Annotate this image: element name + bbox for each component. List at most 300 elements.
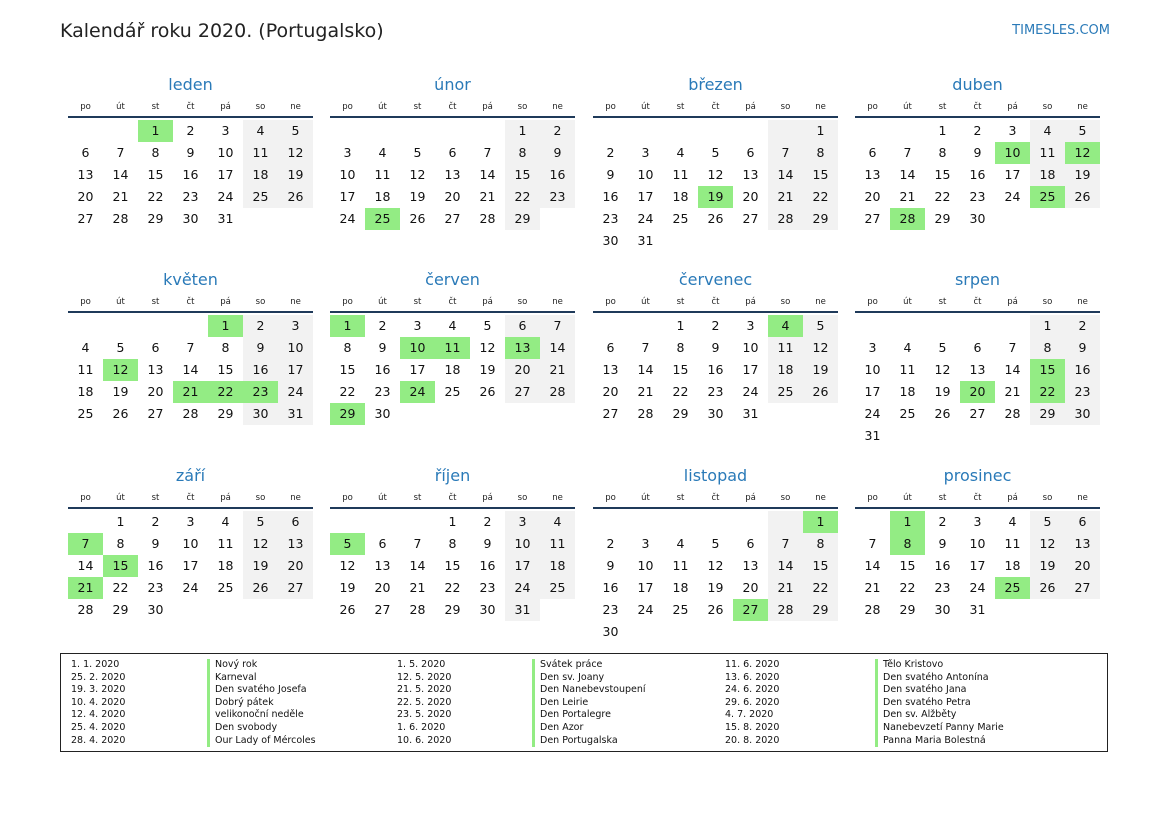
weekday-label: pá xyxy=(1007,297,1018,307)
day-cell: 13 xyxy=(444,167,461,182)
day-cell: 3 xyxy=(641,536,650,551)
weekday-label: pá xyxy=(482,493,493,503)
weekday-label: st xyxy=(413,493,422,503)
month-únor xyxy=(330,74,575,230)
day-cell: 22 xyxy=(147,189,164,204)
day-cell: 10 xyxy=(505,533,540,555)
day-cell: 20 xyxy=(602,384,619,399)
page-title: Kalendář roku 2020. (Portugalsko) xyxy=(60,20,384,42)
day-cell: 11 xyxy=(899,362,916,377)
day-cell: 16 xyxy=(602,189,619,204)
weekday-label: po xyxy=(342,493,353,503)
weekday-label: so xyxy=(780,102,791,112)
day-cell: 21 xyxy=(899,189,916,204)
day-cell-empty xyxy=(960,315,995,337)
day-cell: 6 xyxy=(278,511,313,533)
legend-holiday-name: Den svatého Antonína xyxy=(875,672,1004,685)
legend-date: 25. 4. 2020 xyxy=(71,721,126,733)
day-cell: 27 xyxy=(374,602,391,617)
day-cell: 5 xyxy=(803,315,838,337)
day-cell-empty xyxy=(593,511,628,533)
day-cell: 26 xyxy=(409,211,426,226)
weekday-label: út xyxy=(641,493,650,503)
day-cell: 3 xyxy=(868,340,877,355)
day-cell: 27 xyxy=(77,211,94,226)
legend-date: 11. 6. 2020 xyxy=(725,659,780,670)
day-cell: 25 xyxy=(672,211,689,226)
weekday-label: po xyxy=(80,493,91,503)
weekday-header xyxy=(855,96,1100,118)
day-cell: 9 xyxy=(483,536,492,551)
day-cell: 7 xyxy=(641,340,650,355)
day-cell: 27 xyxy=(1065,577,1100,599)
day-cell: 3 xyxy=(413,318,422,333)
day-cell: 29 xyxy=(803,208,838,230)
day-cell-empty xyxy=(855,120,890,142)
day-cell: 17 xyxy=(864,384,881,399)
weekday-label: pá xyxy=(220,297,231,307)
day-grid xyxy=(855,509,1100,621)
month-name: srpen xyxy=(954,270,1001,289)
day-cell: 25 xyxy=(243,186,278,208)
day-cell: 6 xyxy=(746,145,755,160)
legend-holiday-name: Den svatého Josefa xyxy=(207,684,316,697)
day-cell: 1 xyxy=(938,123,947,138)
day-cell: 31 xyxy=(969,602,986,617)
day-cell: 5 xyxy=(711,536,720,551)
day-cell: 1 xyxy=(116,514,125,529)
day-cell-empty xyxy=(103,120,138,142)
day-cell: 24 xyxy=(742,384,759,399)
weekday-label: út xyxy=(116,493,125,503)
day-cell: 30 xyxy=(707,406,724,421)
day-cell: 13 xyxy=(742,167,759,182)
day-grid xyxy=(68,509,313,621)
day-cell: 29 xyxy=(444,602,461,617)
day-cell: 18 xyxy=(899,384,916,399)
day-cell: 25 xyxy=(540,577,575,599)
day-cell: 5 xyxy=(1065,120,1100,142)
day-cell: 26 xyxy=(339,602,356,617)
day-cell: 30 xyxy=(1065,403,1100,425)
day-cell: 5 xyxy=(483,318,492,333)
day-cell: 14 xyxy=(768,164,803,186)
day-cell: 31 xyxy=(864,428,881,443)
day-grid xyxy=(593,509,838,643)
day-cell: 28 xyxy=(768,599,803,621)
month-červenec xyxy=(593,269,838,425)
day-cell: 15 xyxy=(934,167,951,182)
legend-date: 21. 5. 2020 xyxy=(397,684,452,696)
day-cell: 8 xyxy=(151,145,160,160)
weekday-label: pá xyxy=(482,102,493,112)
day-cell: 25 xyxy=(217,580,234,595)
holiday-legend xyxy=(60,653,1108,752)
day-cell: 27 xyxy=(969,406,986,421)
day-cell: 6 xyxy=(448,145,457,160)
day-cell-empty xyxy=(103,315,138,337)
day-cell: 26 xyxy=(934,406,951,421)
day-cell-empty xyxy=(995,315,1030,337)
day-cell-holiday: 10 xyxy=(400,337,435,359)
legend-date: 19. 3. 2020 xyxy=(71,684,126,696)
weekday-label: ne xyxy=(290,102,301,112)
day-cell: 18 xyxy=(672,189,689,204)
day-cell: 12 xyxy=(707,167,724,182)
weekday-label: so xyxy=(1042,493,1053,503)
day-cell: 19 xyxy=(1065,164,1100,186)
day-cell: 31 xyxy=(637,233,654,248)
day-cell: 11 xyxy=(672,167,689,182)
weekday-label: čt xyxy=(186,102,195,112)
day-cell: 20 xyxy=(374,580,391,595)
weekday-label: pá xyxy=(1007,493,1018,503)
day-cell: 17 xyxy=(339,189,356,204)
day-cell-empty xyxy=(698,120,733,142)
day-cell: 15 xyxy=(672,362,689,377)
day-cell-empty xyxy=(68,120,103,142)
day-cell-empty xyxy=(855,511,890,533)
legend-holiday-name: Den Azor xyxy=(532,722,646,735)
weekday-label: st xyxy=(413,102,422,112)
day-cell: 21 xyxy=(864,580,881,595)
day-cell: 27 xyxy=(505,381,540,403)
weekday-label: po xyxy=(80,297,91,307)
day-grid xyxy=(68,313,313,425)
legend-date: 22. 5. 2020 xyxy=(397,696,452,708)
day-cell: 12 xyxy=(339,558,356,573)
day-cell: 26 xyxy=(803,381,838,403)
day-cell: 6 xyxy=(505,315,540,337)
day-cell: 26 xyxy=(707,602,724,617)
day-cell: 2 xyxy=(973,123,982,138)
day-cell: 14 xyxy=(409,558,426,573)
legend-holiday-name: Panna Maria Bolestná xyxy=(875,735,1004,748)
day-cell: 26 xyxy=(112,406,129,421)
weekday-label: ne xyxy=(815,297,826,307)
month-name: duben xyxy=(952,75,1003,94)
day-cell: 20 xyxy=(444,189,461,204)
day-cell: 14 xyxy=(768,555,803,577)
day-cell-holiday: 11 xyxy=(435,337,470,359)
day-cell: 17 xyxy=(1004,167,1021,182)
day-cell: 12 xyxy=(1030,533,1065,555)
day-cell: 29 xyxy=(505,208,540,230)
month-name: červen xyxy=(425,270,480,289)
day-cell: 11 xyxy=(243,142,278,164)
weekday-label: pá xyxy=(745,493,756,503)
day-cell: 15 xyxy=(339,362,356,377)
month-listopad xyxy=(593,465,838,643)
legend-holiday-name: velikonoční neděle xyxy=(207,709,316,722)
day-cell: 25 xyxy=(444,384,461,399)
day-cell: 24 xyxy=(339,211,356,226)
day-cell: 16 xyxy=(934,558,951,573)
day-cell: 27 xyxy=(278,577,313,599)
day-cell: 18 xyxy=(540,555,575,577)
day-cell: 2 xyxy=(151,514,160,529)
weekday-label: pá xyxy=(1007,102,1018,112)
day-cell: 12 xyxy=(409,167,426,182)
legend-holiday-name: Nanebevzetí Panny Marie xyxy=(875,722,1004,735)
day-cell: 16 xyxy=(479,558,496,573)
legend-holiday-name: Den Nanebevstoupení xyxy=(532,684,646,697)
day-cell: 2 xyxy=(1065,315,1100,337)
day-cell: 11 xyxy=(1030,142,1065,164)
legend-dates-col-2 xyxy=(397,659,451,747)
day-cell: 30 xyxy=(602,624,619,639)
day-cell: 9 xyxy=(606,167,615,182)
weekday-label: so xyxy=(780,297,791,307)
weekday-label: st xyxy=(413,297,422,307)
day-cell: 20 xyxy=(1065,555,1100,577)
day-cell: 7 xyxy=(903,145,912,160)
day-cell: 20 xyxy=(742,580,759,595)
day-cell-holiday: 7 xyxy=(68,533,103,555)
day-cell: 27 xyxy=(864,211,881,226)
legend-holiday-name: Den svatého Petra xyxy=(875,697,1004,710)
day-cell: 9 xyxy=(606,558,615,573)
day-cell: 22 xyxy=(672,384,689,399)
day-cell: 7 xyxy=(1008,340,1017,355)
day-cell: 16 xyxy=(1065,359,1100,381)
day-cell-holiday: 15 xyxy=(103,555,138,577)
legend-holiday-name: Dobrý pátek xyxy=(207,697,316,710)
day-cell: 22 xyxy=(803,577,838,599)
legend-names-col-2 xyxy=(532,659,646,747)
day-cell: 14 xyxy=(899,167,916,182)
weekday-label: ne xyxy=(815,102,826,112)
legend-date: 12. 5. 2020 xyxy=(397,671,452,683)
day-cell-holiday: 12 xyxy=(1065,142,1100,164)
day-cell: 11 xyxy=(540,533,575,555)
day-cell: 1 xyxy=(676,318,685,333)
day-cell: 4 xyxy=(540,511,575,533)
weekday-label: so xyxy=(255,297,266,307)
weekday-label: čt xyxy=(711,493,720,503)
day-cell: 9 xyxy=(186,145,195,160)
day-cell-holiday: 22 xyxy=(208,381,243,403)
day-cell-empty xyxy=(365,511,400,533)
day-cell: 12 xyxy=(707,558,724,573)
day-cell-holiday: 25 xyxy=(995,577,1030,599)
day-cell: 5 xyxy=(1030,511,1065,533)
day-cell: 15 xyxy=(217,362,234,377)
day-cell: 15 xyxy=(803,164,838,186)
day-cell: 23 xyxy=(934,580,951,595)
day-cell: 2 xyxy=(378,318,387,333)
day-cell: 15 xyxy=(899,558,916,573)
day-cell: 6 xyxy=(151,340,160,355)
day-cell-empty xyxy=(855,315,890,337)
day-cell: 6 xyxy=(868,145,877,160)
day-cell-holiday: 12 xyxy=(103,359,138,381)
day-cell: 9 xyxy=(1065,337,1100,359)
day-cell: 2 xyxy=(483,514,492,529)
day-cell: 17 xyxy=(409,362,426,377)
weekday-header xyxy=(330,487,575,509)
day-cell-holiday: 25 xyxy=(365,208,400,230)
day-cell: 28 xyxy=(479,211,496,226)
day-cell: 20 xyxy=(278,555,313,577)
day-cell: 11 xyxy=(374,167,391,182)
month-září xyxy=(68,465,313,621)
weekday-label: po xyxy=(605,297,616,307)
day-cell: 29 xyxy=(934,211,951,226)
day-cell: 14 xyxy=(540,337,575,359)
day-cell: 22 xyxy=(899,580,916,595)
day-cell: 20 xyxy=(77,189,94,204)
legend-date: 10. 6. 2020 xyxy=(397,734,452,746)
day-cell: 18 xyxy=(672,580,689,595)
day-cell: 2 xyxy=(186,123,195,138)
day-cell: 3 xyxy=(278,315,313,337)
day-cell: 5 xyxy=(278,120,313,142)
day-cell: 26 xyxy=(278,186,313,208)
weekday-label: čt xyxy=(973,297,982,307)
day-cell: 7 xyxy=(116,145,125,160)
day-cell: 1 xyxy=(1030,315,1065,337)
legend-holiday-name: Den sv. Joany xyxy=(532,672,646,685)
day-cell-empty xyxy=(628,120,663,142)
month-květen xyxy=(68,269,313,425)
weekday-label: čt xyxy=(448,297,457,307)
day-cell: 8 xyxy=(221,340,230,355)
day-cell: 2 xyxy=(606,145,615,160)
weekday-label: út xyxy=(641,102,650,112)
day-grid xyxy=(330,118,575,230)
day-cell: 8 xyxy=(676,340,685,355)
month-name: únor xyxy=(434,75,471,94)
day-cell: 27 xyxy=(742,211,759,226)
day-cell: 7 xyxy=(868,536,877,551)
legend-holiday-name: Den Portugalska xyxy=(532,735,646,748)
weekday-label: ne xyxy=(290,297,301,307)
weekday-label: so xyxy=(517,102,528,112)
day-cell: 17 xyxy=(505,555,540,577)
weekday-label: st xyxy=(676,297,685,307)
day-cell: 15 xyxy=(444,558,461,573)
day-cell-holiday: 1 xyxy=(890,511,925,533)
day-cell: 27 xyxy=(602,406,619,421)
day-cell: 12 xyxy=(243,533,278,555)
day-cell-empty xyxy=(400,511,435,533)
day-cell-holiday: 28 xyxy=(890,208,925,230)
weekday-label: so xyxy=(517,297,528,307)
weekday-label: po xyxy=(342,297,353,307)
weekday-label: po xyxy=(605,102,616,112)
day-cell: 14 xyxy=(77,558,94,573)
weekday-label: ne xyxy=(1077,297,1088,307)
weekday-label: so xyxy=(1042,297,1053,307)
day-cell: 12 xyxy=(934,362,951,377)
legend-date: 24. 6. 2020 xyxy=(725,684,780,696)
day-cell: 7 xyxy=(768,142,803,164)
month-březen xyxy=(593,74,838,252)
day-cell: 14 xyxy=(864,558,881,573)
day-cell: 21 xyxy=(409,580,426,595)
day-cell: 8 xyxy=(1030,337,1065,359)
weekday-label: út xyxy=(903,102,912,112)
day-cell: 19 xyxy=(339,580,356,595)
day-cell: 29 xyxy=(803,599,838,621)
day-cell: 6 xyxy=(606,340,615,355)
day-cell: 5 xyxy=(243,511,278,533)
day-cell-holiday: 22 xyxy=(1030,381,1065,403)
day-cell: 18 xyxy=(1030,164,1065,186)
day-cell: 24 xyxy=(637,211,654,226)
day-cell: 11 xyxy=(217,536,234,551)
legend-date: 4. 7. 2020 xyxy=(725,709,774,721)
weekday-label: ne xyxy=(290,493,301,503)
day-cell: 22 xyxy=(803,186,838,208)
day-cell: 31 xyxy=(505,599,540,621)
legend-holiday-name: Our Lady of Mércoles xyxy=(207,735,316,748)
day-cell: 13 xyxy=(147,362,164,377)
weekday-label: so xyxy=(1042,102,1053,112)
brand-link[interactable]: TIMESLES.COM xyxy=(1012,23,1110,38)
weekday-label: st xyxy=(151,493,160,503)
day-cell: 29 xyxy=(112,602,129,617)
weekday-label: út xyxy=(116,102,125,112)
day-cell: 11 xyxy=(77,362,94,377)
day-cell: 27 xyxy=(444,211,461,226)
day-cell: 7 xyxy=(540,315,575,337)
day-cell: 13 xyxy=(1065,533,1100,555)
day-cell: 6 xyxy=(746,536,755,551)
day-cell: 20 xyxy=(147,384,164,399)
day-cell-empty xyxy=(925,315,960,337)
weekday-label: ne xyxy=(552,297,563,307)
weekday-label: ne xyxy=(815,493,826,503)
day-cell: 30 xyxy=(243,403,278,425)
day-cell: 2 xyxy=(540,120,575,142)
day-cell: 10 xyxy=(278,337,313,359)
day-cell: 20 xyxy=(742,189,759,204)
day-cell: 8 xyxy=(343,340,352,355)
month-name: červenec xyxy=(678,270,753,289)
day-grid xyxy=(593,313,838,425)
day-cell: 22 xyxy=(444,580,461,595)
weekday-label: čt xyxy=(186,297,195,307)
month-říjen xyxy=(330,465,575,621)
day-cell-holiday: 21 xyxy=(68,577,103,599)
day-cell: 6 xyxy=(1065,511,1100,533)
day-grid xyxy=(330,313,575,425)
weekday-label: pá xyxy=(220,102,231,112)
day-cell: 19 xyxy=(409,189,426,204)
day-cell: 23 xyxy=(540,186,575,208)
day-cell: 8 xyxy=(448,536,457,551)
legend-holiday-name: Tělo Kristovo xyxy=(875,659,1004,672)
day-cell: 26 xyxy=(1030,577,1065,599)
day-cell: 16 xyxy=(243,359,278,381)
day-cell: 2 xyxy=(711,318,720,333)
day-cell: 4 xyxy=(243,120,278,142)
day-cell: 3 xyxy=(1008,123,1017,138)
day-cell: 15 xyxy=(505,164,540,186)
legend-holiday-name: Den sv. Alžběty xyxy=(875,709,1004,722)
weekday-label: út xyxy=(641,297,650,307)
day-cell: 22 xyxy=(112,580,129,595)
legend-date: 13. 6. 2020 xyxy=(725,671,780,683)
day-cell: 9 xyxy=(973,145,982,160)
weekday-label: čt xyxy=(186,493,195,503)
day-cell: 28 xyxy=(540,381,575,403)
day-cell: 18 xyxy=(768,359,803,381)
day-cell: 26 xyxy=(707,211,724,226)
day-cell-holiday: 1 xyxy=(330,315,365,337)
